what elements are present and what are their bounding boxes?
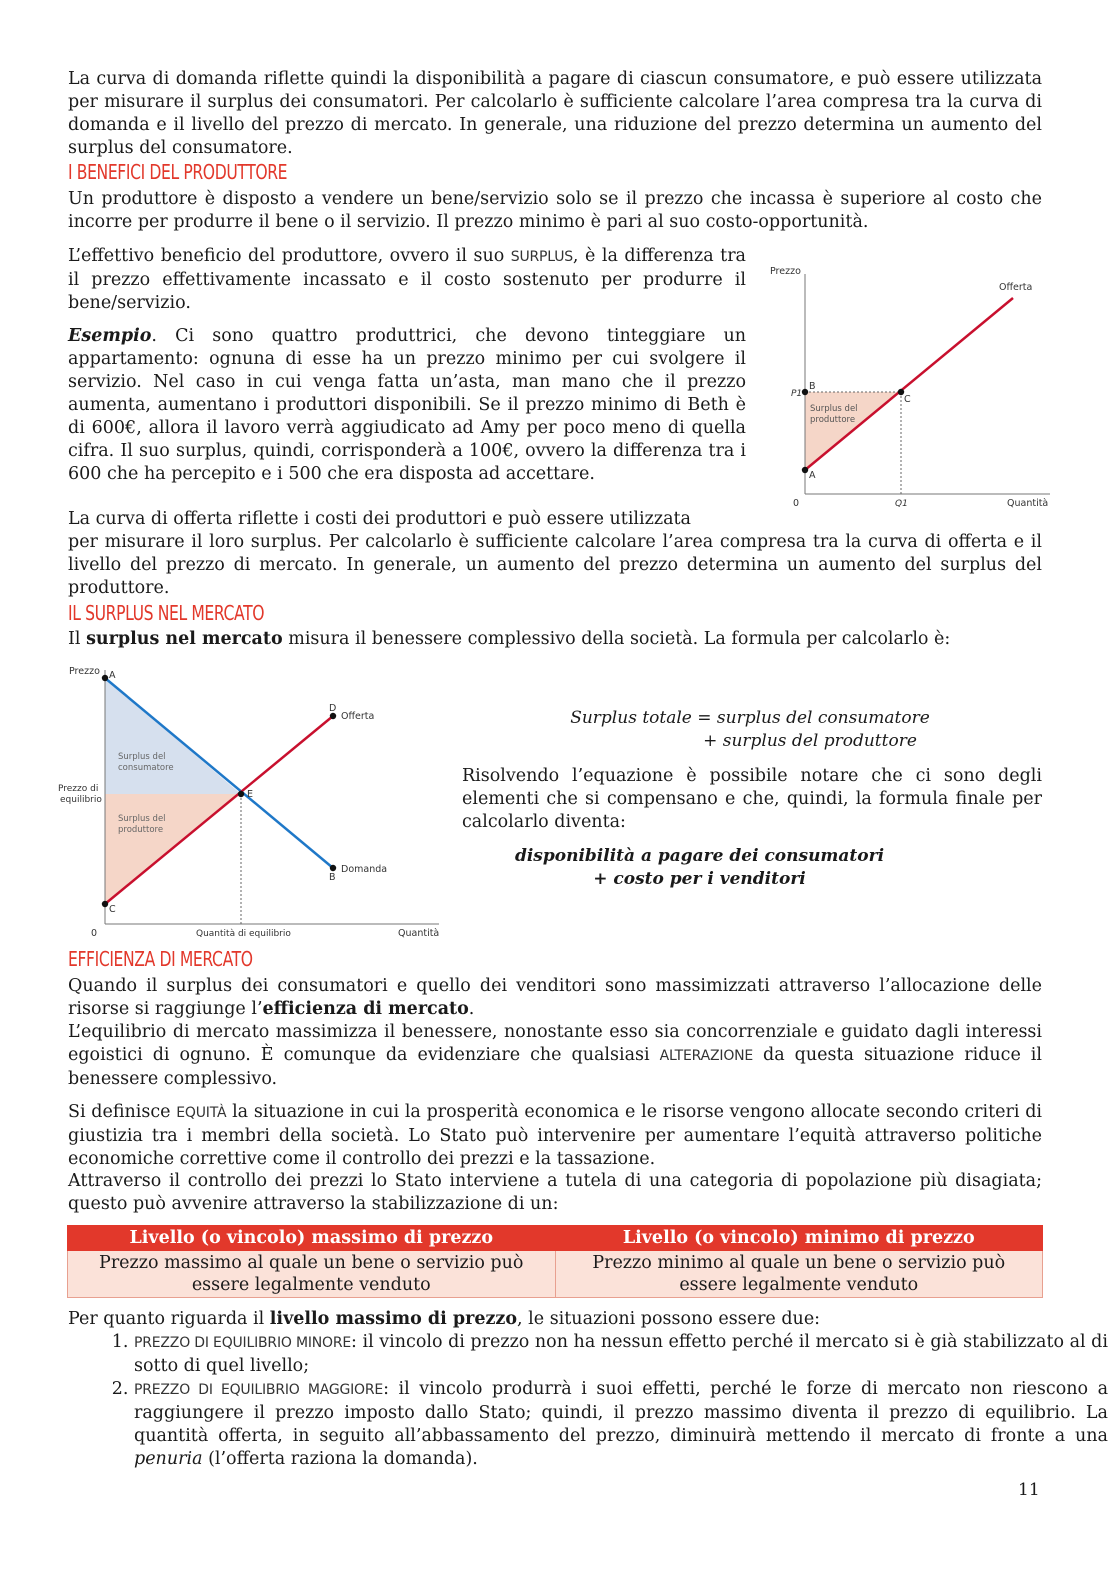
paragraph-equilibrio xyxy=(68,1021,1042,1091)
heading-benefici-produttore: I BENEFICI DEL PRODUTTORE xyxy=(68,160,288,184)
equation-finale xyxy=(462,845,937,891)
point-a xyxy=(102,675,108,681)
list-item xyxy=(134,1378,1108,1471)
heading-surplus-mercato: IL SURPLUS NEL MERCATO xyxy=(68,601,265,625)
smallcaps-term: PREZZO DI EQUILIBRIO MINORE xyxy=(134,1335,352,1351)
text-span: Si definisce xyxy=(68,1102,177,1122)
paragraph-consumer-surplus: La curva di domanda riflette quindi la disponibilità a pagare di ciascun consumatore, e può essere utilizzata per misurare il surplus dei consumatori. Per calcolarlo è sufficiente calcolare l’area compresa tra la curva di domanda e il livello del prezzo di mercato. In generale, una riduzione del prezzo determina un aumento del surplus del consumatore. xyxy=(68,69,1042,158)
heading-efficienza: EFFICIENZA DI MERCATO xyxy=(68,947,253,971)
point-c xyxy=(102,901,108,907)
table-cell-max: Prezzo massimo al quale un bene o servizio può essere legalmente venduto xyxy=(68,1251,556,1298)
y-tick-equilibrio-2: equilibrio xyxy=(60,795,102,805)
equation-line-2: + costo per i venditori xyxy=(593,869,806,889)
equation-line-2: + surplus del produttore xyxy=(703,731,917,751)
smallcaps-term: EQUITÀ xyxy=(176,1105,227,1121)
text-span: L’equilibrio di mercato massimizza il benessere, nonostante esso sia concorrenziale e guidato dagli interessi egoistici di ognuno. È comunque da evidenziare che qualsiasi xyxy=(68,1022,1042,1065)
x-tick-equilibrio: Quantità di equilibrio xyxy=(196,929,291,939)
region-label-line1: Surplus del xyxy=(810,404,858,414)
producer-region-line2: produttore xyxy=(118,825,164,835)
paragraph-offerta-rest: per misurare il loro surplus. Per calcolarlo è sufficiente calcolare l’area compresa tra la curva di offerta e il livello del prezzo di mercato. In generale, un aumento del prezzo determina un aumento del surplus del produttore. xyxy=(68,532,1042,598)
y-axis-label: Prezzo xyxy=(770,266,801,277)
label-a: A xyxy=(809,470,816,481)
producer-surplus-chart xyxy=(765,262,1055,514)
series-label-domanda: Domanda xyxy=(341,864,388,875)
text-span: : il vincolo di prezzo non ha nessun effetto perché il mercato si è già stabilizzato al di sotto di quel livello; xyxy=(134,1332,1108,1376)
equation-surplus-totale xyxy=(540,707,960,753)
paragraph-surplus-mercato xyxy=(68,628,1042,651)
text-span: . Ci sono quattro produttrici, che devono tinteggiare un appartamento: ognuna di esse ha un prezzo minimo per cui svolgere il servizio. Nel caso in cui venga fatta un’asta, man mano che il prezzo aumenta, aumentano i produttori disponibili. Se il prezzo minimo di Beth è di 600€, allora il lavoro verrà aggiudicato ad Amy per poco meno di quella cifra. Il suo surplus, quindi, corrisponderà a 100€, ovvero la differenza tra i 600 che ha percepito e i 500 che era disposta ad accettare. xyxy=(68,326,746,484)
italic-term: penuria xyxy=(134,1449,203,1469)
paragraph-esempio xyxy=(68,325,746,486)
y-tick-equilibrio-1: Prezzo di xyxy=(58,784,99,794)
region-label-line2: produttore xyxy=(810,415,856,425)
series-label-offerta: Offerta xyxy=(341,711,375,722)
smallcaps-term: ALTERAZIONE xyxy=(659,1048,754,1064)
page-number: 11 xyxy=(1018,1480,1040,1500)
text-span: Il xyxy=(68,629,87,649)
smallcaps-term: PREZZO DI EQUILIBRIO MAGGIORE xyxy=(134,1382,384,1398)
point-b xyxy=(802,389,808,395)
point-e xyxy=(238,791,244,797)
x-axis-label: Quantità xyxy=(398,928,440,939)
text-span: L’effettivo beneficio del produttore, ovvero il suo xyxy=(68,246,511,266)
x-tick-0: 0 xyxy=(91,928,98,939)
text-span: Per quanto riguarda il xyxy=(68,1309,270,1329)
paragraph-risolvendo: Risolvendo l’equazione è possibile notare che ci sono degli elementi che si compensano e che, quindi, la formula finale per calcolarlo diventa: xyxy=(462,766,1042,832)
supply-line xyxy=(805,298,1013,470)
x-tick-q1: Q1 xyxy=(895,499,908,509)
text-span: da questa situazione riduce il benessere complessivo. xyxy=(68,1045,1042,1089)
label-c: C xyxy=(904,394,911,405)
y-axis-label: Prezzo xyxy=(69,666,100,677)
table-row xyxy=(68,1251,1043,1298)
text-span: : il vincolo produrrà i suoi effetti, perché le forze di mercato non riescono a raggiungere il prezzo imposto dallo Stato; quindi, il prezzo massimo diventa il prezzo di equilibrio. La quantità offerta, in seguito all’abbassamento del prezzo, diminuirà mettendo il mercato di fronte a una xyxy=(134,1379,1109,1446)
table-header-row xyxy=(68,1226,1043,1251)
price-constraint-table xyxy=(67,1225,1043,1298)
y-tick-p1: P1 xyxy=(791,389,803,399)
text-span: , le situazioni possono essere due: xyxy=(517,1309,821,1329)
paragraph-equita xyxy=(68,1101,1042,1171)
label-b: B xyxy=(329,872,336,883)
equation-line-1: Surplus totale = surplus del consumatore xyxy=(570,708,930,728)
paragraph-offerta-line1: La curva di offerta riflette i costi dei produttori e può essere utilizzata xyxy=(68,509,691,529)
point-a xyxy=(802,467,808,473)
bold-term: livello massimo di prezzo xyxy=(269,1309,518,1329)
bold-term: efficienza di mercato xyxy=(262,999,469,1019)
consumer-region-line2: consumatore xyxy=(118,763,174,773)
paragraph-efficienza xyxy=(68,975,1042,1021)
equation-line-1: disponibilità a pagare dei consumatori xyxy=(514,846,885,866)
label-a: A xyxy=(109,670,116,681)
producer-region-line1: Surplus del xyxy=(118,814,166,824)
table-cell-min: Prezzo minimo al quale un bene o servizio può essere legalmente venduto xyxy=(555,1251,1043,1298)
label-c: C xyxy=(109,904,116,915)
text-span: misura il benessere complessivo della società. La formula per calcolarlo è: xyxy=(282,629,951,649)
situations-list xyxy=(68,1331,1108,1471)
total-surplus-chart xyxy=(55,662,445,942)
text-span: la situazione in cui la prosperità economica e le risorse vengono allocate secondo criteri di giustizia tra i membri della società. Lo Stato può intervenire per aumentare l’equità attraverso politiche economiche correttive come il controllo dei prezzi e la tassazione. xyxy=(68,1102,1042,1169)
consumer-region-line1: Surplus del xyxy=(118,752,166,762)
paragraph-surplus-def xyxy=(68,245,746,315)
bold-term: surplus nel mercato xyxy=(86,629,283,649)
list-item xyxy=(134,1331,1108,1378)
x-tick-0: 0 xyxy=(793,498,800,509)
label-b: B xyxy=(809,381,816,392)
table-header-max: Livello (o vincolo) massimo di prezzo xyxy=(68,1226,556,1251)
x-axis-label: Quantità xyxy=(1007,498,1049,509)
label-e: E xyxy=(247,789,254,800)
paragraph-controllo-prezzi: Attraverso il controllo dei prezzi lo Stato interviene a tutela di una categoria di popolazione più disagiata; questo può avvenire attraverso la stabilizzazione di un: xyxy=(68,1171,1042,1214)
text-span: . xyxy=(468,999,475,1019)
esempio-label: Esempio xyxy=(68,326,152,346)
label-d: D xyxy=(329,703,337,714)
table-header-min: Livello (o vincolo) minimo di prezzo xyxy=(555,1226,1043,1251)
paragraph-produttore: Un produttore è disposto a vendere un bene/servizio solo se il prezzo che incassa è superiore al costo che incorre per produrre il bene o il servizio. Il prezzo minimo è pari al suo costo-opportunità. xyxy=(68,189,1042,232)
point-b xyxy=(330,865,336,871)
series-label-offerta: Offerta xyxy=(999,282,1033,293)
smallcaps-term: SURPLUS xyxy=(510,249,573,265)
text-span: Quando il surplus dei consumatori e quello dei venditori sono massimizzati attraverso l’allocazione delle risorse si raggiunge l’ xyxy=(68,976,1042,1019)
text-span: , è la differenza tra il prezzo effettivamente incassato e il costo sostenuto per produrre il bene/servizio. xyxy=(68,246,746,313)
paragraph-livello-massimo xyxy=(68,1308,1042,1331)
text-span: (l’offerta raziona la domanda). xyxy=(202,1449,478,1469)
